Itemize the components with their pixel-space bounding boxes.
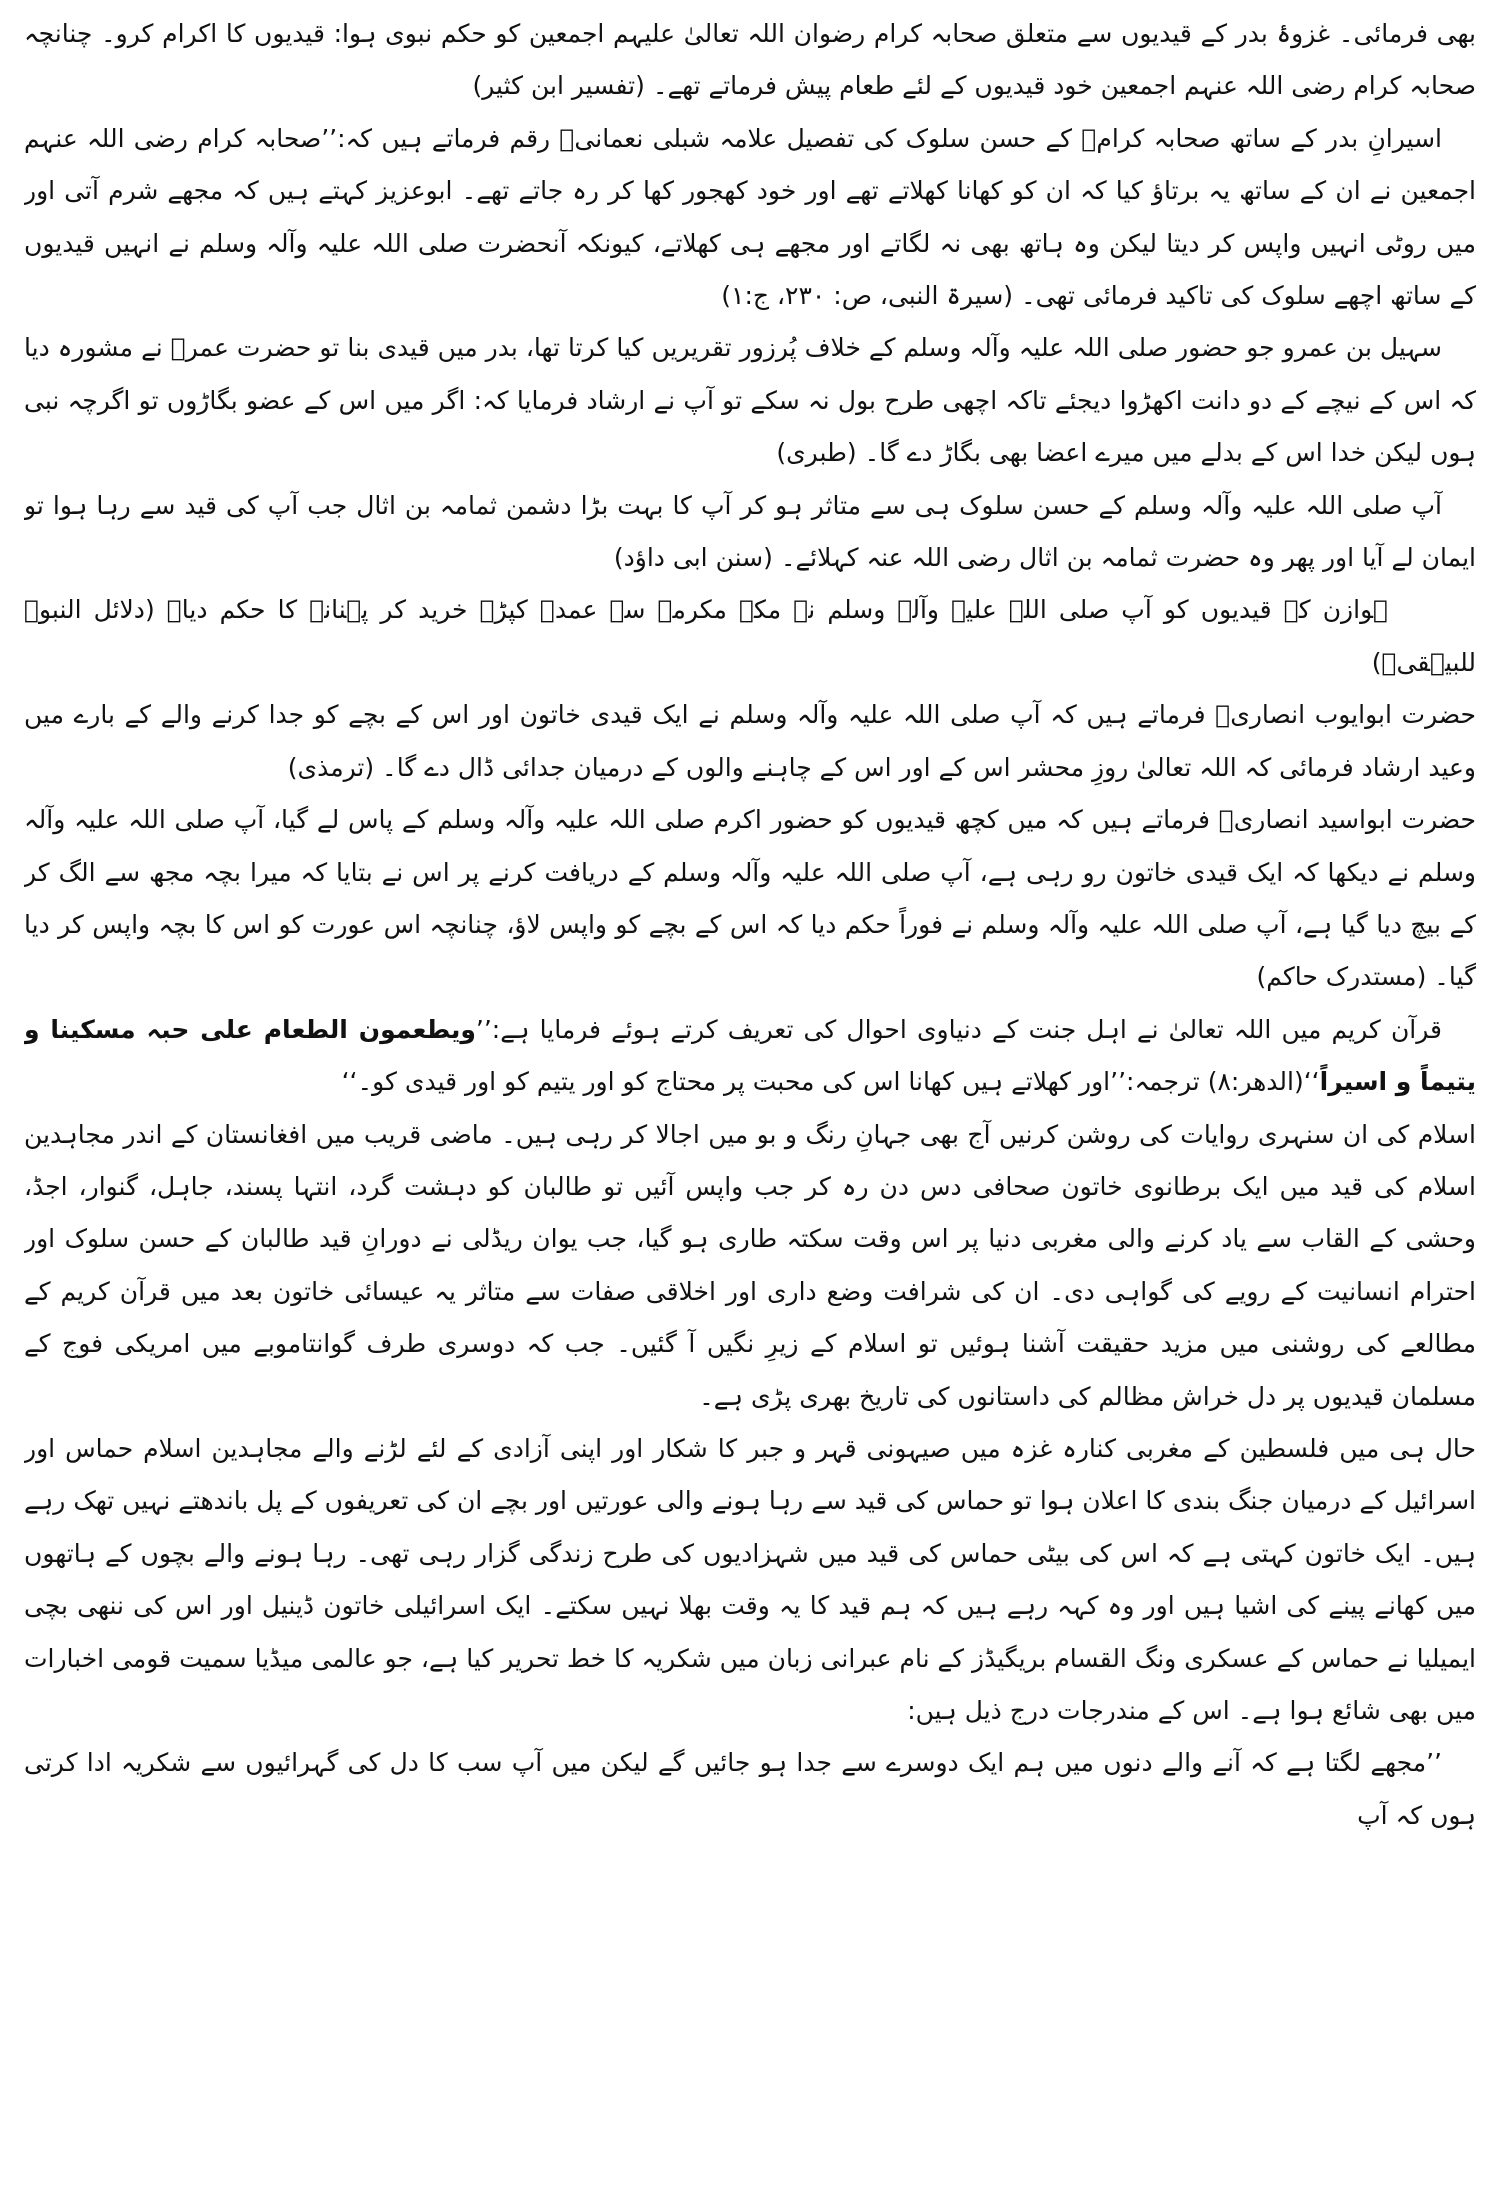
citation: (سیرۃ النبی، ص: ۲۳۰، ج:۱) bbox=[721, 281, 1014, 311]
paragraph-text: بھی فرمائی۔ غزوۂ بدر کے قیدیوں سے متعلق صحابہ کرام رضوان اللہ تعالیٰ علیہم اجمعین کو حکم نبوی ہوا: قیدیوں کا اکرام کرو۔ چنانچہ صحابہ کرام رضی اللہ عنہم اجمعین خود قیدیوں کے لئے طعام پیش فرماتے تھے۔ bbox=[24, 19, 1476, 101]
citation: (طبری) bbox=[776, 438, 857, 468]
paragraph-text: حضرت ابواسید انصاریؓ فرماتے ہیں کہ میں کچھ قیدیوں کو حضور اکرم صلی اللہ علیہ وآلہ وسلم کے پاس لے گیا، آپ صلی اللہ علیہ وآلہ وسلم نے دیکھا کہ ایک قیدی خاتون رو رہی ہے، آپ صلی اللہ علیہ وآلہ وسلم کے دریافت کرنے پر اس نے بتایا کہ میرا بچہ مجھ سے الگ کر کے بیچ دیا گیا ہے، آپ صلی اللہ علیہ وآلہ وسلم نے فوراً حکم دیا کہ اس کے بچے کو واپس لاؤ، چنانچہ اس عورت کو اس کا بچہ واپس کر دیا گیا۔ bbox=[24, 805, 1476, 992]
paragraph-quran-verse bbox=[24, 1004, 1476, 1109]
paragraph-text: حضرت ابوایوب انصاریؓ فرماتے ہیں کہ آپ صلی اللہ علیہ وآلہ وسلم نے ایک قیدی خاتون اور اس کے بچے کو جدا کرنے والے کے بارے میں وعید ارشاد فرمائی کہ اللہ تعالیٰ روزِ محشر اس کے اور اس کے چاہنے والوں کے درمیان جدائی ڈال دے گا۔ bbox=[24, 700, 1476, 782]
citation: (تفسیر ابن کثیر) bbox=[472, 71, 645, 101]
urdu-article-page bbox=[24, 8, 1476, 2188]
citation: (دلائل النبوۃ للبیہقیؒ) bbox=[24, 595, 1476, 677]
verse-translation: ‘‘(الدھر:۸) ترجمہ:’’اور کھلاتے ہیں کھانا اس کی محبت پر محتاج کو اور یتیم کو اور قیدی کو۔‘‘ bbox=[341, 1067, 1320, 1097]
paragraph-letter-quote bbox=[24, 1737, 1476, 1842]
paragraph-abu-ayyub-ansari bbox=[24, 689, 1476, 794]
paragraph-text: حال ہی میں فلسطین کے مغربی کنارہ غزہ میں صیہونی قہر و جبر کا شکار اور اپنی آزادی کے لئے لڑنے والے مجاہدین اسلام حماس اور اسرائیل کے درمیان جنگ بندی کا اعلان ہوا تو حماس کی قید سے رہا ہونے والی عورتیں اور بچے ان کی تعریفوں کے پل باندھتے نہیں تھک رہے ہیں۔ ایک خاتون کہتی ہے کہ اس کی بیٹی حماس کی قید میں شہزادیوں کی طرح زندگی گزار رہی تھی۔ رہا ہونے والے بچوں کے ہاتھوں میں کھانے پینے کی اشیا ہیں اور وہ کہہ رہے ہیں کہ ہم قید کا یہ وقت بھلا نہیں سکتے۔ ایک اسرائیلی خاتون ڈینیل اور اس کی ننھی بچی ایمیلیا نے حماس کے عسکری ونگ القسام بریگیڈز کے نام عبرانی زبان میں شکریہ کا خط تحریر کیا ہے، جو عالمی میڈیا سمیت قومی اخبارات میں بھی شائع ہوا ہے۔ اس کے مندرجات درج ذیل ہیں: bbox=[24, 1433, 1476, 1725]
paragraph-yvonne-ridley bbox=[24, 1109, 1476, 1423]
citation: (سنن ابی داؤد) bbox=[613, 543, 773, 573]
citation: (مستدرک حاکم) bbox=[1256, 962, 1427, 992]
paragraph-shibli-nomani bbox=[24, 113, 1476, 323]
paragraph-text: اسلام کی ان سنہری روایات کی روشن کرنیں آج بھی جہانِ رنگ و بو میں اجالا کر رہی ہیں۔ ماضی قریب میں افغانستان کے اندر مجاہدین اسلام کی قید میں ایک برطانوی خاتون صحافی دس دن رہ کر جب واپس آئیں تو طالبان کو دہشت گرد، انتہا پسند، جاہل، گنوار، اجڈ، وحشی کے القاب سے یاد کرنے والی مغربی دنیا پر اس وقت سکتہ طاری ہو گیا، جب یوان ریڈلی نے دورانِ قید طالبان کے حسن سلوک اور احترام انسانیت کے رویے کی گواہی دی۔ ان کی شرافت وضع داری اور اخلاقی صفات سے متاثر یہ عیسائی خاتون بعد میں قرآن کریم کے مطالعے کی روشنی میں مزید حقیقت آشنا ہوئیں تو اسلام کے زیرِ نگیں آ گئیں۔ جب کہ دوسری طرف گوانتاموبے میں امریکی فوج کے مسلمان قیدیوں پر دل خراش مظالم کی داستانوں کی تاریخ بھری پڑی ہے۔ bbox=[24, 1119, 1476, 1411]
paragraph-text: آپ صلی اللہ علیہ وآلہ وسلم کے حسن سلوک ہی سے متاثر ہو کر آپ کا بہت بڑا دشمن ثمامہ بن اثال جب آپ کی قید سے رہا ہوا تو ایمان لے آیا اور پھر وہ حضرت ثمامہ بن اثال رضی اللہ عنہ کہلائے۔ bbox=[24, 490, 1476, 573]
paragraph-text: ’’مجھے لگتا ہے کہ آنے والے دنوں میں ہم ایک دوسرے سے جدا ہو جائیں گے لیکن میں آپ سب کا دل کی گہرائیوں سے شکریہ ادا کرتی ہوں کہ آپ bbox=[24, 1748, 1476, 1830]
paragraph-abu-usaid-ansari bbox=[24, 794, 1476, 1004]
paragraph-text: اسیرانِ بدر کے ساتھ صحابہ کرامؓ کے حسن سلوک کی تفصیل علامہ شبلی نعمانیؒ رقم فرماتے ہیں کہ:’’صحابہ کرام رضی اللہ عنہم اجمعین نے ان کے ساتھ یہ برتاؤ کیا کہ ان کو کھانا کھلاتے تھے اور خود کھجور کھا کر رہ جاتے تھے۔ ابوعزیز کہتے ہیں کہ مجھے شرم آتی اور میں روٹی انہیں واپس کر دیتا لیکن وہ ہاتھ بھی نہ لگاتے اور مجھے ہی کھلاتے، کیونکہ آنحضرت صلی اللہ علیہ وآلہ وسلم نے انہیں قیدیوں کے ساتھ اچھے سلوک کی تاکید فرمائی تھی۔ bbox=[24, 123, 1476, 311]
paragraph-gaza-hamas bbox=[24, 1423, 1476, 1737]
paragraph-text: قرآن کریم میں اللہ تعالیٰ نے اہل جنت کے دنیاوی احوال کی تعریف کرتے ہوئے فرمایا ہے:’’ bbox=[475, 1014, 1442, 1044]
paragraph-hawazin-prisoners bbox=[24, 584, 1476, 689]
paragraph-badr-prisoners bbox=[24, 8, 1476, 113]
citation: (ترمذی) bbox=[287, 752, 375, 782]
paragraph-text: ہوازن کے قیدیوں کو آپ صلی اللہ علیہ وآلہ وسلم نے مکہ مکرمہ سے عمدہ کپڑے خرید کر پہنانے کا حکم دیا۔ bbox=[166, 595, 1388, 625]
paragraph-text: سہیل بن عمرو جو حضور صلی اللہ علیہ وآلہ وسلم کے خلاف پُرزور تقریریں کیا کرتا تھا، بدر میں قیدی بنا تو حضرت عمرؓ نے مشورہ دیا کہ اس کے نیچے کے دو دانت اکھڑوا دیجئے تاکہ اچھی طرح بول نہ سکے تو آپ نے ارشاد فرمایا کہ: اگر میں اس کے عضو بگاڑوں تو اگرچہ نبی ہوں لیکن خدا اس کے بدلے میں میرے اعضا بھی بگاڑ دے گا۔ bbox=[24, 333, 1476, 468]
paragraph-suhail-bin-amr bbox=[24, 322, 1476, 479]
arabic-verse: ویطعمون الطعام علی حبہ مسکینا و یتیماً و اسیراً bbox=[24, 1014, 1476, 1097]
paragraph-thumama-bin-uthal bbox=[24, 480, 1476, 585]
